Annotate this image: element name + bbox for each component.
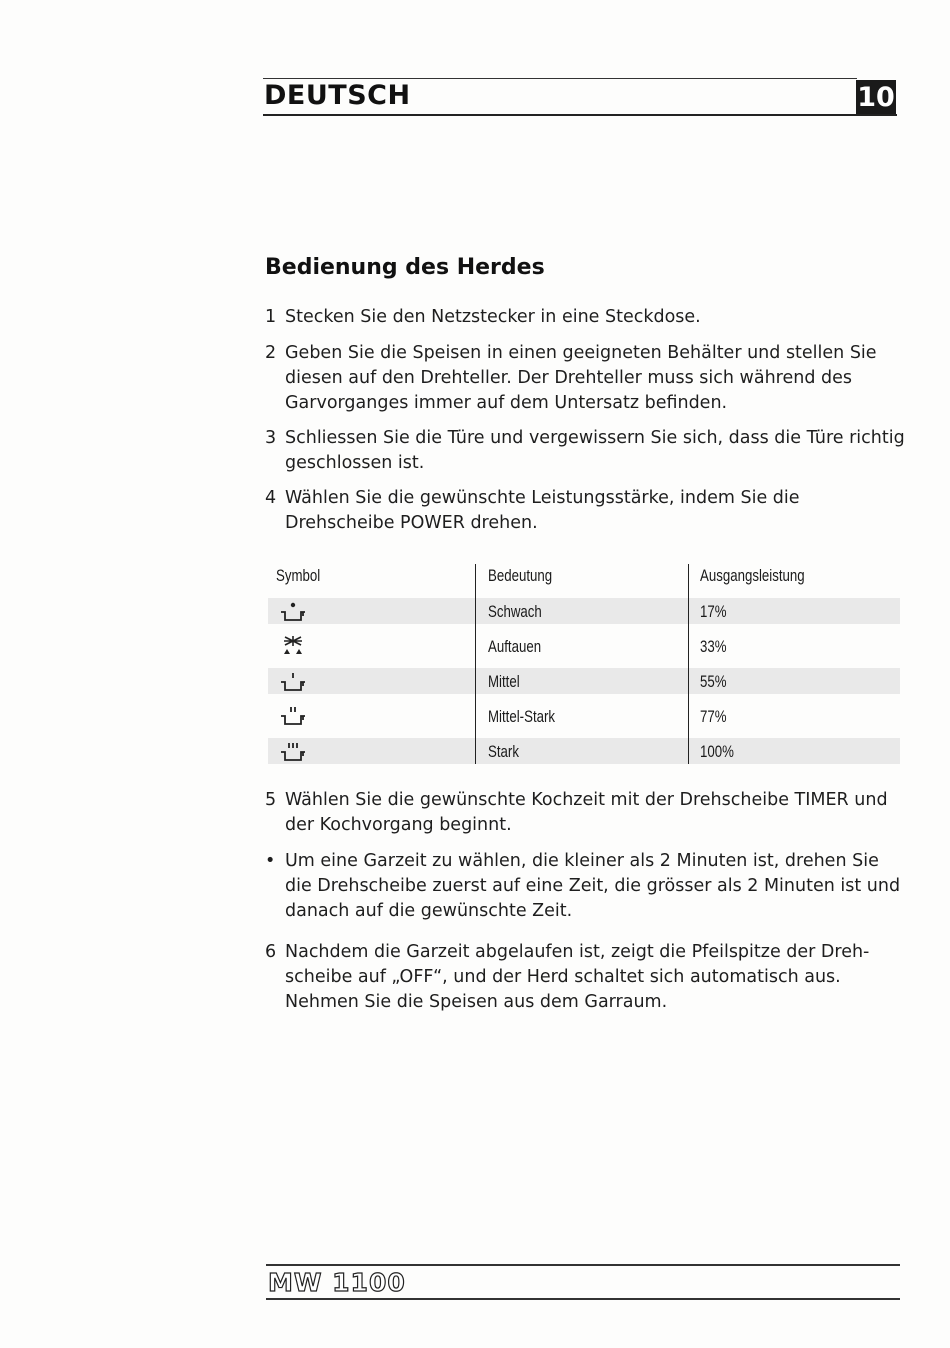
step-3 bbox=[265, 426, 905, 476]
header-language: DEUTSCH bbox=[264, 80, 411, 111]
step-text: Wählen Sie die gewünschte Leistungsstärke, indem Sie die Drehscheibe POWER drehen. bbox=[285, 488, 800, 533]
table-cell-output: 100% bbox=[700, 742, 734, 761]
step-number: 2 bbox=[265, 343, 277, 363]
table-cell-meaning: Schwach bbox=[488, 602, 542, 621]
medium-power-icon bbox=[278, 669, 308, 695]
step-number: 6 bbox=[265, 942, 277, 962]
header-rule-top bbox=[263, 78, 857, 79]
step-1 bbox=[265, 305, 905, 330]
step-number: 1 bbox=[265, 307, 277, 327]
medium-high-power-icon bbox=[278, 703, 308, 729]
footer-rule-bottom bbox=[266, 1298, 900, 1300]
step-number: 3 bbox=[265, 428, 277, 448]
table-cell-output: 17% bbox=[700, 602, 727, 621]
table-cell-meaning: Stark bbox=[488, 742, 519, 761]
defrost-icon bbox=[278, 633, 308, 659]
bullet-marker: • bbox=[265, 851, 276, 871]
page-number-badge: 10 bbox=[857, 82, 895, 113]
step-note bbox=[265, 849, 905, 924]
step-text: Schliessen Sie die Türe und vergewissern Sie sich, dass die Türe richtig geschlossen ist. bbox=[285, 428, 905, 473]
step-number: 5 bbox=[265, 790, 277, 810]
step-4 bbox=[265, 486, 905, 536]
table-cell-meaning: Mittel bbox=[488, 672, 520, 691]
table-header-meaning: Bedeutung bbox=[488, 566, 553, 585]
section-title: Bedienung des Herdes bbox=[265, 255, 545, 280]
table-row-band bbox=[268, 598, 900, 624]
header-rule-bottom bbox=[263, 114, 897, 116]
table-cell-output: 55% bbox=[700, 672, 727, 691]
step-5 bbox=[265, 788, 905, 838]
table-cell-output: 77% bbox=[700, 707, 727, 726]
step-2 bbox=[265, 341, 905, 416]
power-level-table bbox=[268, 562, 900, 767]
step-text: Stecken Sie den Netzstecker in eine Steckdose. bbox=[285, 307, 701, 327]
column-divider bbox=[688, 564, 689, 764]
step-text: Nachdem die Garzeit abgelaufen ist, zeigt die Pfeilspitze der Dreh-scheibe auf „OFF“, und der Herd schaltet sich automatisch aus. Nehmen Sie die Speisen aus dem Garraum. bbox=[285, 942, 870, 1012]
table-row-band bbox=[268, 738, 900, 764]
table-cell-output: 33% bbox=[700, 637, 727, 656]
table-header-symbol: Symbol bbox=[276, 566, 321, 585]
table-header-output: Ausgangsleistung bbox=[700, 566, 805, 585]
high-power-icon bbox=[278, 739, 308, 765]
table-row-band bbox=[268, 668, 900, 694]
low-power-icon bbox=[278, 599, 308, 625]
footer-rule-top bbox=[266, 1264, 900, 1266]
step-text: Geben Sie die Speisen in einen geeigneten Behälter und stellen Sie diesen auf den Drehteller. Der Drehteller muss sich während des Garvorganges immer auf dem Untersatz befinden. bbox=[285, 343, 877, 413]
footer-model-name: MW 1100 bbox=[268, 1268, 406, 1297]
step-text: Um eine Garzeit zu wählen, die kleiner als 2 Minuten ist, drehen Sie die Drehscheibe zuerst auf eine Zeit, die grösser als 2 Minuten ist und danach auf die gewünschte Zeit. bbox=[285, 851, 901, 921]
column-divider bbox=[475, 564, 476, 764]
step-number: 4 bbox=[265, 488, 277, 508]
table-cell-meaning: Mittel-Stark bbox=[488, 707, 556, 726]
step-text: Wählen Sie die gewünschte Kochzeit mit der Drehscheibe TIMER und der Kochvorgang beginnt. bbox=[285, 790, 888, 835]
step-6 bbox=[265, 940, 905, 1015]
table-cell-meaning: Auftauen bbox=[488, 637, 542, 656]
